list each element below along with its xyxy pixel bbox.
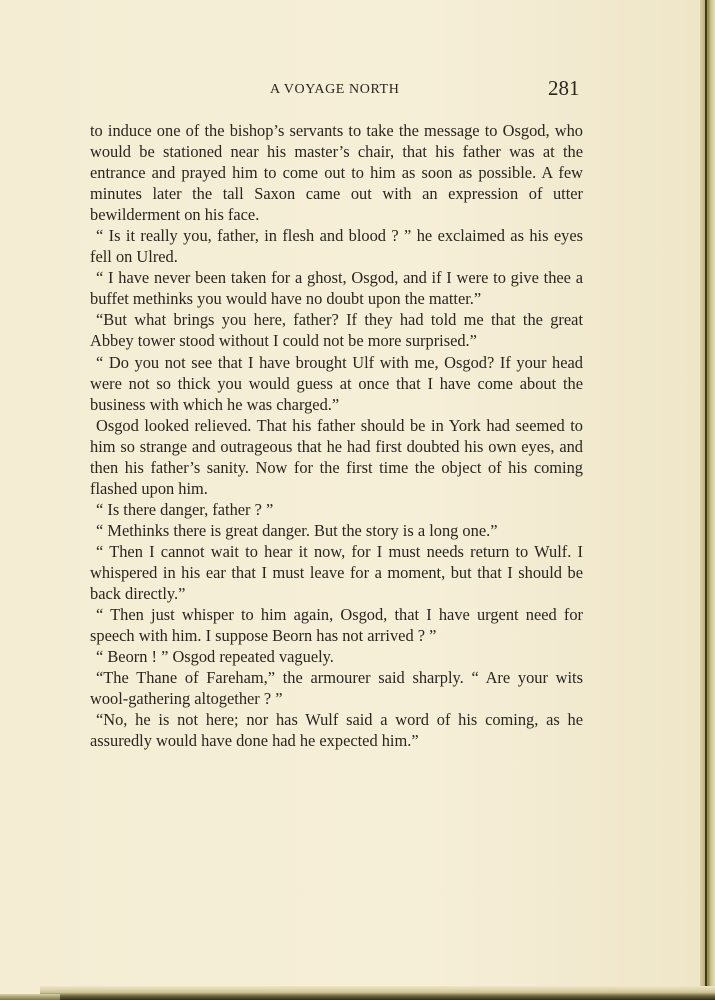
paragraph: “The Thane of Fareham,” the armourer said sharply. “ Are your wits wool-gathering altogether ? ”: [90, 668, 583, 709]
paragraph: “ I have never been taken for a ghost, Osgod, and if I were to give thee a buffet methinks you would have no doubt upon the matter.”: [90, 268, 583, 309]
paragraph: “ Then just whisper to him again, Osgod, that I have urgent need for speech with him. I suppose Beorn has not arrived ? ”: [90, 605, 583, 646]
book-spine-edge: [700, 0, 715, 1000]
paragraph: “ Is there danger, father ? ”: [96, 499, 274, 519]
running-title: A VOYAGE NORTH: [270, 82, 400, 97]
paragraph: to induce one of the bishop’s servants to take the message to Osgod, who would be stationed near his master’s chair, that his father was at the entrance and prayed him to come out to him as soon as possible. A few minutes later the tall Saxon came out with an expression of utter bewilderment on his face.: [90, 121, 583, 225]
page-number: 281: [548, 76, 580, 100]
paragraph: “ Methinks there is great danger. But the story is a long one.”: [96, 520, 498, 540]
body-text: [90, 120, 583, 751]
spine-line: [705, 0, 707, 1000]
page-bottom-edge: [40, 986, 715, 1000]
paragraph: “ Then I cannot wait to hear it now, for I must needs return to Wulf. I whispered in his ear that I must leave for a moment, but that I should be back directly.”: [90, 541, 583, 604]
paragraph: “But what brings you here, father? If they had told me that the great Abbey tower stood without I could not be more surprised.”: [90, 310, 583, 351]
paragraph: “ Beorn ! ” Osgod repeated vaguely.: [96, 647, 334, 667]
paragraph: “ Is it really you, father, in flesh and blood ? ” he exclaimed as his eyes fell on Ulred.: [90, 226, 583, 267]
paragraph: Osgod looked relieved. That his father should be in York had seemed to him so strange and outrageous that he had first doubted his own eyes, and then his father’s sanity. Now for the first time the object of his coming flashed upon him.: [90, 415, 583, 498]
page-bottom-edge-left: [0, 994, 60, 1000]
paragraph: “No, he is not here; nor has Wulf said a word of his coming, as he assuredly would have done had he expected him.”: [90, 710, 583, 751]
paragraph: “ Do you not see that I have brought Ulf with me, Osgod? If your head were not so thick you would guess at once that I have come about the business with which he was charged.”: [90, 352, 583, 414]
